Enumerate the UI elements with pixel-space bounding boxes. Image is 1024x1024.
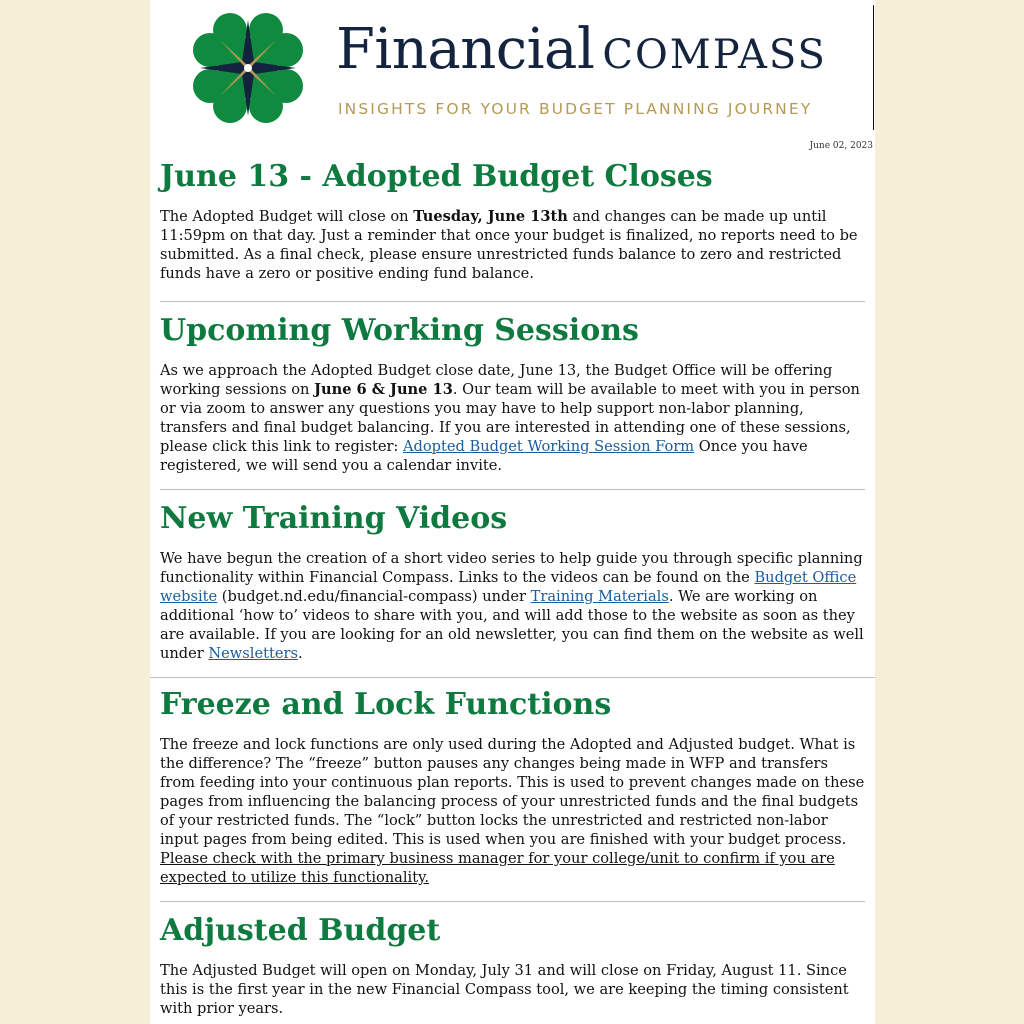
brand-title-caps: COMPASS [602, 32, 827, 78]
body-text: and changes can be made up until 11:59pm on that day. Just a reminder that once your budget is finalized, no reports need to be submitted. As a final check, please ensure unrestricted funds balance to zero and restricted funds have a zero or positive ending fund balance. [160, 208, 858, 282]
brand-title [336, 17, 827, 82]
body-text: Once you have registered, we will send you a calendar invite. [160, 438, 808, 474]
header-banner [190, 8, 850, 128]
section-body: The Adjusted Budget will open on Monday, July 31 and will close on Friday, August 11. Since this is the first year in the new Financial Compass tool, we are keeping the timing consistent with prior years. [160, 962, 849, 1017]
working-session-form-link[interactable]: Adopted Budget Working Session Form [403, 438, 695, 455]
section-divider [150, 677, 875, 678]
brand-tagline: INSIGHTS FOR YOUR BUDGET PLANNING JOURNEY [338, 100, 813, 118]
brand-title-word: Financial [336, 17, 595, 82]
section-adopted-budget-closes [160, 160, 865, 283]
body-text: As we approach the Adopted Budget close date, June 13, the Budget Office will be offering working sessions on [160, 362, 833, 398]
budget-office-website-link[interactable]: Budget Office website [160, 569, 857, 605]
clover-compass-logo [190, 10, 306, 126]
newsletter-sheet [150, 0, 875, 1024]
section-heading: New Training Videos [160, 501, 508, 536]
body-underlined-text: Please check with the primary business manager for your college/unit to confirm if you are expected to utilize this functionality. [160, 850, 835, 886]
section-body [160, 735, 865, 887]
body-text: . We are working on additional ‘how to’ videos to share with you, and will add those to the website as soon as they are available. If you are looking for an old newsletter, you can find them on the website as well under [160, 588, 864, 662]
header-vertical-rule [873, 5, 874, 130]
body-text: (budget.nd.edu/financial-compass) under [217, 588, 531, 605]
body-text: The freeze and lock functions are only used during the Adopted and Adjusted budget. What is the difference? The “freeze” button pauses any changes being made in WFP and transfers from feeding into your continuous plan reports. This is used to prevent changes made on these pages from influencing the balancing process of your unrestricted funds and the final budgets of your restricted funds. The “lock” button locks the unrestricted and restricted non-labor input pages from being edited. This is used when you are finished with your budget process. [160, 736, 865, 848]
body-text: We have begun the creation of a short video series to help guide you through specific planning functionality within Financial Compass. Links to the videos can be found on the [160, 550, 863, 586]
body-text: . [297, 645, 303, 662]
section-working-sessions [160, 314, 865, 475]
section-heading: Upcoming Working Sessions [160, 313, 639, 348]
training-materials-link[interactable]: Training Materials [530, 588, 669, 605]
section-freeze-lock [160, 688, 865, 887]
section-adjusted-budget [160, 914, 865, 1018]
section-body [160, 207, 865, 283]
section-divider [160, 489, 865, 490]
issue-date: June 02, 2023 [809, 141, 873, 151]
body-text: . Our team will be available to meet with you in person or via zoom to answer any questions you may have to help support non-labor planning, transfers and final budget balancing. If you are interested in attending one of these sessions, please click this link to register: [160, 381, 860, 455]
section-body [160, 361, 865, 475]
section-divider [160, 301, 865, 302]
newsletters-link[interactable]: Newsletters [208, 645, 298, 662]
body-bold-text: Tuesday, June 13th [413, 208, 568, 225]
section-training-videos [160, 502, 865, 663]
body-text: The Adopted Budget will close on [160, 208, 414, 225]
section-divider [160, 901, 865, 902]
section-heading: Adjusted Budget [160, 913, 441, 948]
section-heading: Freeze and Lock Functions [160, 687, 612, 722]
body-bold-text: June 6 & June 13 [314, 381, 453, 398]
section-heading: June 13 - Adopted Budget Closes [160, 159, 713, 194]
section-body [160, 549, 865, 663]
newsletter-content [160, 160, 865, 1018]
